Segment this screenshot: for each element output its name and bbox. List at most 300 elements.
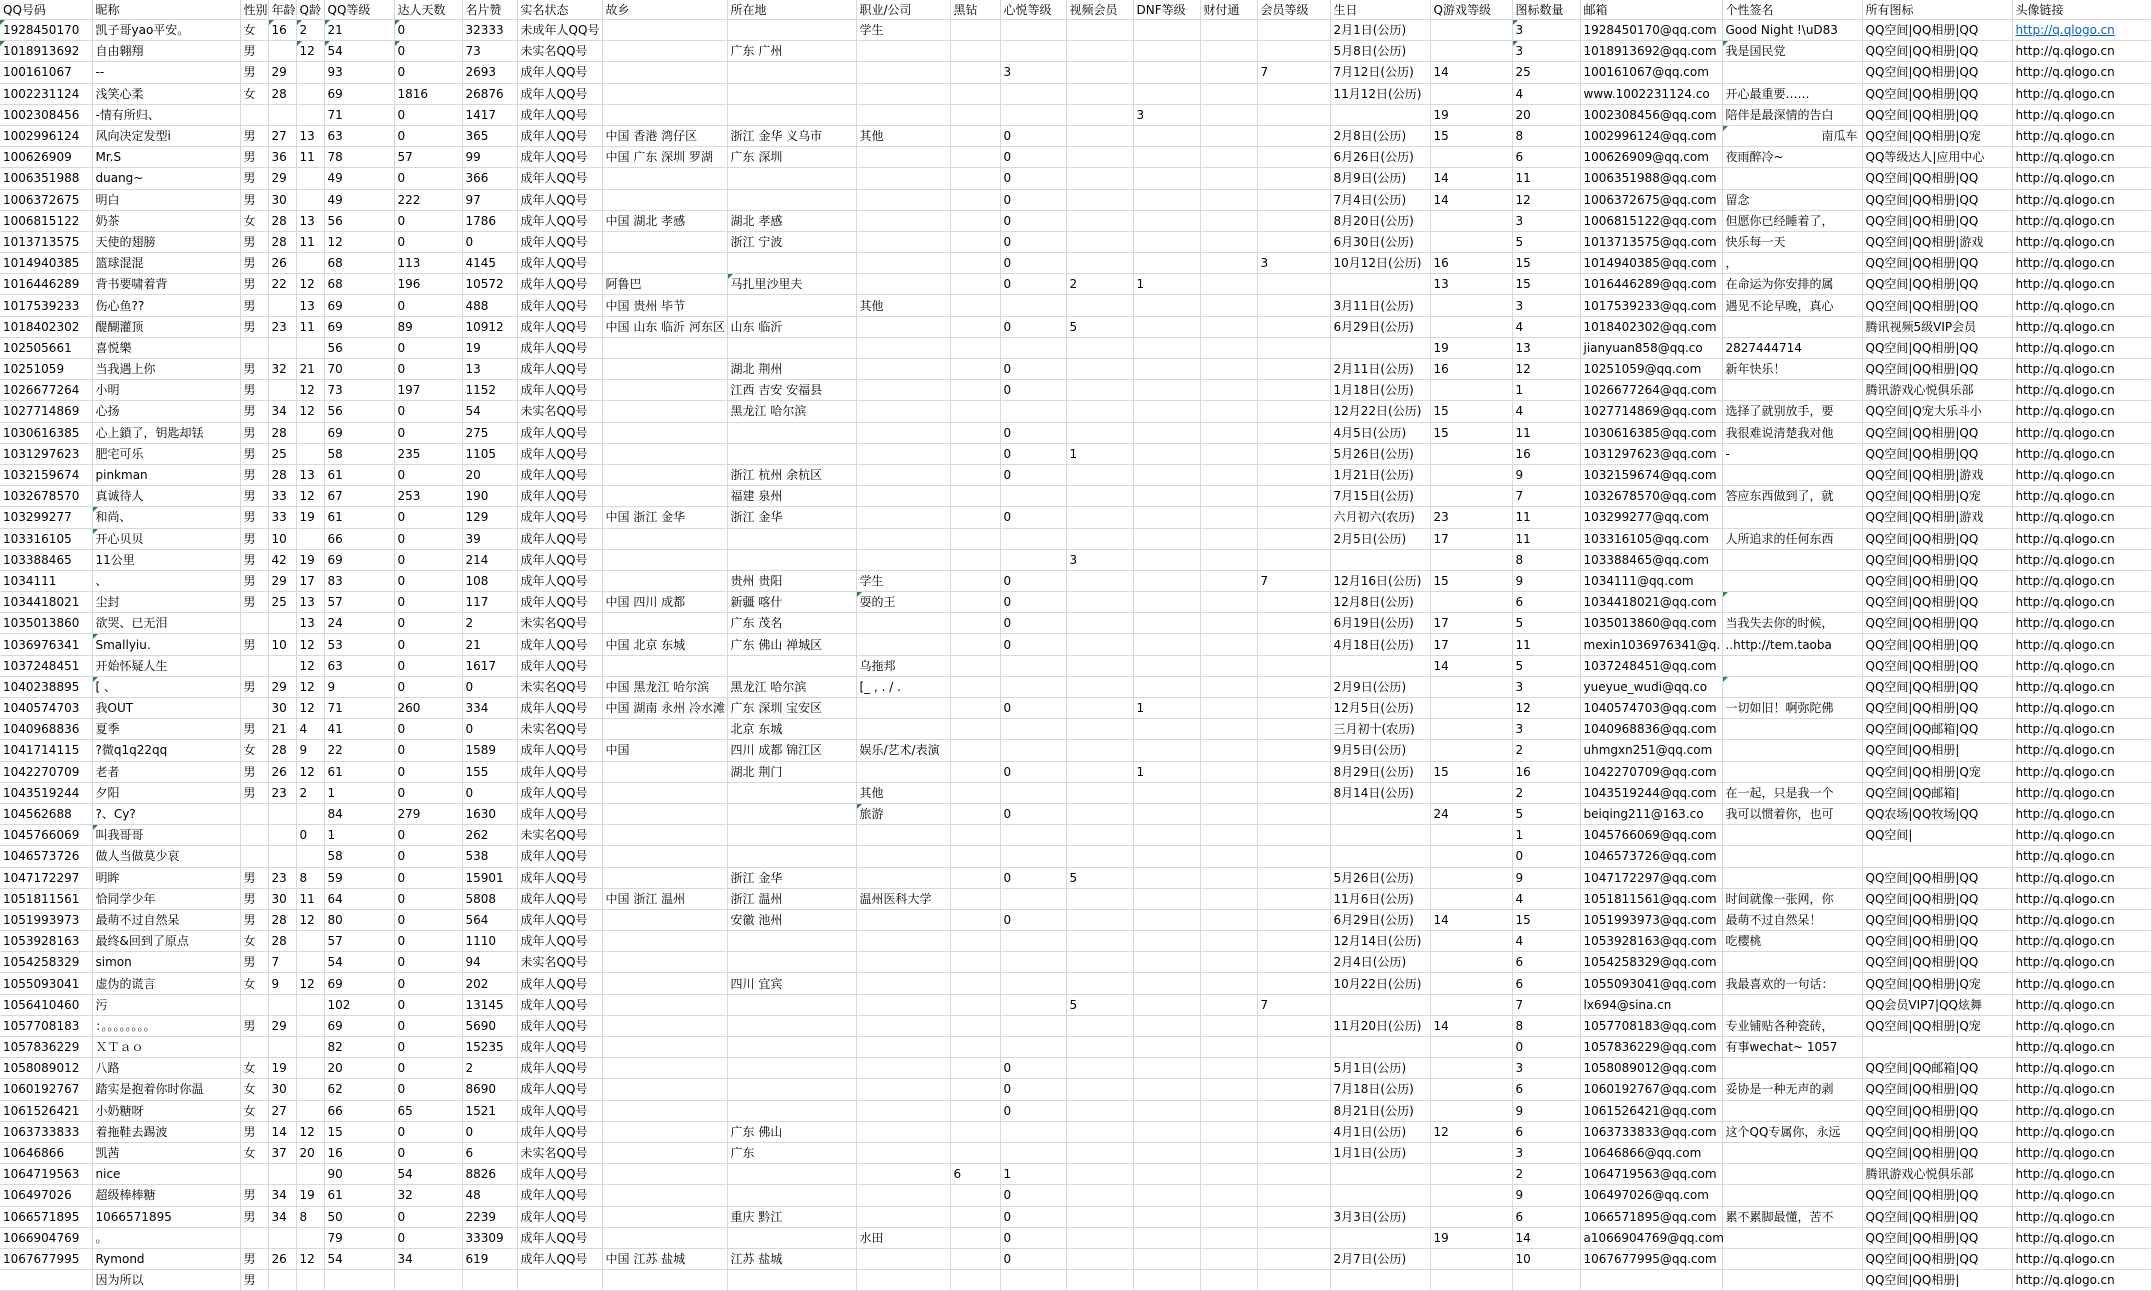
cell-age[interactable]: 25 [268,443,296,464]
cell-mail[interactable]: 1054258329@qq.com [1580,952,1722,973]
cell-birthday[interactable]: 六月初六(农历) [1330,507,1430,528]
cell-realname[interactable]: 成年人QQ号 [517,1058,602,1079]
cell-vip[interactable] [1257,528,1330,549]
cell-realname[interactable]: 成年人QQ号 [517,867,602,888]
cell-qq[interactable]: 1034111 [0,570,92,591]
cell-age[interactable]: 16 [268,20,296,41]
cell-qq[interactable]: 1018913692 [0,41,92,62]
cell-age[interactable] [268,380,296,401]
cell-dnf[interactable] [1133,952,1200,973]
cell-caifutong[interactable] [1200,189,1257,210]
cell-caifutong[interactable] [1200,549,1257,570]
cell-hometown[interactable] [602,952,727,973]
cell-video[interactable] [1066,401,1133,422]
cell-avatar[interactable]: http://q.qlogo.cn [2012,443,2151,464]
cell-qq[interactable]: 1067677995 [0,1248,92,1269]
cell-dnf[interactable] [1133,189,1200,210]
cell-location[interactable]: 重庆 黔江 [727,1206,856,1227]
cell-caifutong[interactable] [1200,1164,1257,1185]
cell-vip[interactable] [1257,1037,1330,1058]
cell-job[interactable]: 学生 [856,570,950,591]
cell-realname[interactable]: 成年人QQ号 [517,528,602,549]
cell-age[interactable]: 14 [268,1121,296,1142]
cell-vip[interactable] [1257,1185,1330,1206]
cell-qq[interactable]: 1928450170 [0,20,92,41]
cell-birthday[interactable]: 1月1日(公历) [1330,1142,1430,1163]
cell-gender[interactable]: 男 [240,168,268,189]
cell-dnf[interactable] [1133,1185,1200,1206]
cell-daren[interactable]: 0 [394,973,462,994]
cell-vip[interactable] [1257,125,1330,146]
cell-location[interactable] [727,994,856,1015]
cell-qage[interactable] [296,1100,324,1121]
cell-qqlevel[interactable]: 68 [324,274,394,295]
cell-hometown[interactable] [602,549,727,570]
cell-qqlevel[interactable]: 61 [324,761,394,782]
cell-qgame[interactable] [1430,676,1512,697]
cell-nick[interactable]: 伤心鱼?? [92,295,240,316]
cell-gender[interactable]: 男 [240,443,268,464]
cell-location[interactable] [727,952,856,973]
cell-signature[interactable] [1722,740,1862,761]
cell-signature[interactable]: 夜雨醉冷~ [1722,147,1862,168]
cell-iconcount[interactable]: 9 [1512,1185,1580,1206]
cell-gender[interactable]: 男 [240,888,268,909]
cell-vip[interactable] [1257,83,1330,104]
cell-video[interactable] [1066,1206,1133,1227]
cell-qq[interactable]: 1031297623 [0,443,92,464]
cell-caifutong[interactable] [1200,231,1257,252]
cell-avatar[interactable]: http://q.qlogo.cn [2012,740,2151,761]
cell-qage[interactable]: 12 [296,973,324,994]
cell-vip[interactable]: 7 [1257,994,1330,1015]
cell-avatar[interactable]: http://q.qlogo.cn [2012,994,2151,1015]
cell-age[interactable]: 26 [268,253,296,274]
cell-age[interactable]: 33 [268,507,296,528]
cell-location[interactable]: 浙江 金华 [727,867,856,888]
cell-qqlevel[interactable]: 80 [324,909,394,930]
cell-video[interactable] [1066,359,1133,380]
cell-gender[interactable]: 男 [240,1206,268,1227]
cell-qq[interactable]: 1055093041 [0,973,92,994]
cell-gender[interactable]: 女 [240,1058,268,1079]
cell-age[interactable]: 28 [268,464,296,485]
cell-signature[interactable]: 新年快乐！ [1722,359,1862,380]
col-header-qq[interactable]: QQ号码 [0,0,92,20]
cell-gender[interactable] [240,846,268,867]
cell-job[interactable] [856,422,950,443]
cell-xinyue[interactable] [1000,1270,1066,1291]
cell-qq[interactable]: 1040968836 [0,719,92,740]
cell-qqlevel[interactable]: 56 [324,337,394,358]
cell-avatar[interactable]: http://q.qlogo.cn [2012,952,2151,973]
cell-gender[interactable] [240,803,268,824]
cell-job[interactable] [856,380,950,401]
cell-hometown[interactable] [602,719,727,740]
cell-age[interactable]: 28 [268,740,296,761]
cell-avatar[interactable]: http://q.qlogo.cn [2012,613,2151,634]
cell-qage[interactable] [296,189,324,210]
cell-mail[interactable]: lx694@sina.cn [1580,994,1722,1015]
cell-nick[interactable]: [ 、 [92,676,240,697]
cell-qage[interactable]: 12 [296,274,324,295]
cell-dnf[interactable] [1133,41,1200,62]
cell-xinyue[interactable]: 0 [1000,231,1066,252]
cell-qqlevel[interactable]: 54 [324,41,394,62]
cell-caifutong[interactable] [1200,719,1257,740]
cell-dnf[interactable] [1133,20,1200,41]
cell-dnf[interactable] [1133,803,1200,824]
cell-avatar[interactable]: http://q.qlogo.cn [2012,401,2151,422]
cell-mail[interactable]: 1002996124@qq.com [1580,125,1722,146]
cell-caifutong[interactable] [1200,359,1257,380]
cell-birthday[interactable]: 12月14日(公历) [1330,931,1430,952]
cell-heizuan[interactable] [950,316,1000,337]
cell-daren[interactable]: 0 [394,528,462,549]
cell-zan[interactable]: 54 [462,401,517,422]
cell-qq[interactable]: 1066571895 [0,1206,92,1227]
cell-job[interactable] [856,1142,950,1163]
cell-qqlevel[interactable]: 84 [324,803,394,824]
cell-dnf[interactable] [1133,1248,1200,1269]
cell-heizuan[interactable] [950,973,1000,994]
cell-heizuan[interactable] [950,1037,1000,1058]
cell-caifutong[interactable] [1200,62,1257,83]
cell-dnf[interactable] [1133,1100,1200,1121]
cell-gender[interactable]: 女 [240,1100,268,1121]
cell-video[interactable] [1066,422,1133,443]
cell-video[interactable] [1066,83,1133,104]
cell-hometown[interactable] [602,1015,727,1036]
cell-realname[interactable]: 成年人QQ号 [517,189,602,210]
cell-video[interactable] [1066,41,1133,62]
cell-qqlevel[interactable]: 66 [324,1100,394,1121]
cell-vip[interactable] [1257,613,1330,634]
cell-qq[interactable]: 1056410460 [0,994,92,1015]
cell-birthday[interactable]: 5月26日(公历) [1330,867,1430,888]
cell-age[interactable]: 7 [268,952,296,973]
cell-heizuan[interactable] [950,1270,1000,1291]
cell-avatar[interactable]: http://q.qlogo.cn [2012,803,2151,824]
cell-qq[interactable]: 1030616385 [0,422,92,443]
cell-vip[interactable] [1257,486,1330,507]
cell-qqlevel[interactable]: 21 [324,20,394,41]
cell-zan[interactable]: 1417 [462,104,517,125]
cell-caifutong[interactable] [1200,1058,1257,1079]
cell-video[interactable] [1066,1058,1133,1079]
cell-job[interactable] [856,253,950,274]
cell-nick[interactable]: ?微q1q22qq [92,740,240,761]
cell-location[interactable]: 湖北 荆门 [727,761,856,782]
cell-hometown[interactable] [602,782,727,803]
cell-realname[interactable]: 成年人QQ号 [517,104,602,125]
cell-hometown[interactable] [602,1164,727,1185]
cell-heizuan[interactable] [950,931,1000,952]
cell-avatar[interactable]: http://q.qlogo.cn [2012,337,2151,358]
cell-birthday[interactable]: 8月29日(公历) [1330,761,1430,782]
cell-mail[interactable]: 1034418021@qq.com [1580,592,1722,613]
cell-video[interactable] [1066,253,1133,274]
cell-xinyue[interactable] [1000,549,1066,570]
cell-zan[interactable]: 33309 [462,1227,517,1248]
cell-qq[interactable]: 1016446289 [0,274,92,295]
cell-daren[interactable]: 0 [394,20,462,41]
cell-qgame[interactable]: 14 [1430,909,1512,930]
cell-signature[interactable] [1722,825,1862,846]
cell-vip[interactable] [1257,719,1330,740]
cell-caifutong[interactable] [1200,20,1257,41]
cell-signature[interactable]: 人所追求的任何东西 [1722,528,1862,549]
cell-avatar[interactable]: http://q.qlogo.cn [2012,1206,2151,1227]
cell-zan[interactable]: 619 [462,1248,517,1269]
cell-job[interactable] [856,316,950,337]
cell-signature[interactable]: 我可以惯着你，也可 [1722,803,1862,824]
cell-gender[interactable]: 男 [240,359,268,380]
cell-qgame[interactable]: 14 [1430,168,1512,189]
cell-daren[interactable]: 0 [394,1227,462,1248]
cell-nick[interactable]: 、 [92,570,240,591]
cell-allicons[interactable]: QQ空间|QQ相册|Q宠 [1862,1015,2012,1036]
cell-age[interactable]: 29 [268,62,296,83]
cell-xinyue[interactable]: 0 [1000,316,1066,337]
cell-xinyue[interactable] [1000,528,1066,549]
cell-signature[interactable]: 最萌不过自然呆！ [1722,909,1862,930]
cell-video[interactable] [1066,1142,1133,1163]
cell-qage[interactable] [296,952,324,973]
cell-qgame[interactable] [1430,83,1512,104]
cell-hometown[interactable] [602,825,727,846]
cell-qq[interactable]: 1006372675 [0,189,92,210]
cell-vip[interactable] [1257,1270,1330,1291]
cell-heizuan[interactable] [950,549,1000,570]
cell-zan[interactable]: 1589 [462,740,517,761]
col-header-daren[interactable]: 达人天数 [394,0,462,20]
cell-job[interactable] [856,931,950,952]
cell-caifutong[interactable] [1200,316,1257,337]
cell-heizuan[interactable] [950,147,1000,168]
cell-nick[interactable]: simon [92,952,240,973]
cell-video[interactable] [1066,295,1133,316]
cell-signature[interactable]: 一切如旧！啊弥陀佛 [1722,698,1862,719]
cell-zan[interactable]: 21 [462,634,517,655]
cell-nick[interactable]: pinkman [92,464,240,485]
cell-allicons[interactable] [1862,1037,2012,1058]
cell-hometown[interactable] [602,803,727,824]
cell-qgame[interactable]: 14 [1430,1015,1512,1036]
cell-qq[interactable]: 1040574703 [0,698,92,719]
cell-qq[interactable]: 1066904769 [0,1227,92,1248]
cell-daren[interactable]: 0 [394,1142,462,1163]
cell-iconcount[interactable]: 12 [1512,698,1580,719]
cell-allicons[interactable]: QQ空间|QQ相册|QQ [1862,867,2012,888]
cell-video[interactable] [1066,719,1133,740]
cell-qqlevel[interactable]: 70 [324,359,394,380]
cell-signature[interactable]: 在一起，只是我一个 [1722,782,1862,803]
cell-age[interactable] [268,1037,296,1058]
cell-qq[interactable]: 1045766069 [0,825,92,846]
cell-allicons[interactable]: QQ空间|QQ相册|QQ [1862,676,2012,697]
cell-hometown[interactable] [602,1058,727,1079]
cell-nick[interactable]: 真诚待人 [92,486,240,507]
cell-mail[interactable]: 1027714869@qq.com [1580,401,1722,422]
cell-location[interactable]: 江西 吉安 安福县 [727,380,856,401]
cell-gender[interactable] [240,825,268,846]
cell-iconcount[interactable]: 16 [1512,761,1580,782]
cell-iconcount[interactable]: 3 [1512,295,1580,316]
cell-vip[interactable] [1257,337,1330,358]
cell-nick[interactable]: 夕阳 [92,782,240,803]
cell-dnf[interactable] [1133,528,1200,549]
cell-xinyue[interactable] [1000,888,1066,909]
cell-realname[interactable]: 成年人QQ号 [517,210,602,231]
cell-zan[interactable]: 214 [462,549,517,570]
cell-zan[interactable]: 488 [462,295,517,316]
cell-realname[interactable]: 成年人QQ号 [517,231,602,252]
cell-gender[interactable]: 男 [240,401,268,422]
cell-heizuan[interactable] [950,104,1000,125]
cell-birthday[interactable]: 6月26日(公历) [1330,147,1430,168]
cell-caifutong[interactable] [1200,168,1257,189]
cell-birthday[interactable] [1330,655,1430,676]
cell-realname[interactable]: 成年人QQ号 [517,1015,602,1036]
cell-qqlevel[interactable]: 73 [324,380,394,401]
cell-zan[interactable]: 39 [462,528,517,549]
cell-mail[interactable]: a1066904769@qq.com [1580,1227,1722,1248]
cell-location[interactable]: 四川 成都 锦江区 [727,740,856,761]
cell-dnf[interactable]: 1 [1133,698,1200,719]
cell-hometown[interactable] [602,1037,727,1058]
cell-age[interactable]: 34 [268,401,296,422]
cell-daren[interactable]: 0 [394,1079,462,1100]
cell-birthday[interactable]: 2月9日(公历) [1330,676,1430,697]
cell-iconcount[interactable]: 16 [1512,443,1580,464]
cell-vip[interactable] [1257,380,1330,401]
cell-hometown[interactable] [602,464,727,485]
cell-iconcount[interactable]: 6 [1512,1121,1580,1142]
cell-gender[interactable]: 女 [240,20,268,41]
cell-caifutong[interactable] [1200,486,1257,507]
cell-age[interactable] [268,337,296,358]
cell-qgame[interactable] [1430,846,1512,867]
col-header-signature[interactable]: 个性签名 [1722,0,1862,20]
cell-qqlevel[interactable]: 61 [324,507,394,528]
cell-avatar[interactable]: http://q.qlogo.cn [2012,909,2151,930]
cell-location[interactable] [727,1100,856,1121]
cell-nick[interactable]: 背书要啸着背 [92,274,240,295]
cell-heizuan[interactable] [950,1185,1000,1206]
cell-nick[interactable]: 小明 [92,380,240,401]
cell-qq[interactable]: 1061526421 [0,1100,92,1121]
cell-zan[interactable]: 26876 [462,83,517,104]
cell-vip[interactable]: 7 [1257,570,1330,591]
cell-qq[interactable] [0,1270,92,1291]
cell-xinyue[interactable] [1000,740,1066,761]
cell-qqlevel[interactable]: 69 [324,1015,394,1036]
cell-nick[interactable]: 开始怀疑人生 [92,655,240,676]
cell-nick[interactable]: nice [92,1164,240,1185]
cell-iconcount[interactable]: 11 [1512,422,1580,443]
cell-gender[interactable]: 男 [240,274,268,295]
cell-qage[interactable]: 13 [296,613,324,634]
cell-iconcount[interactable]: 12 [1512,359,1580,380]
cell-age[interactable]: 28 [268,909,296,930]
cell-daren[interactable]: 0 [394,931,462,952]
cell-xinyue[interactable]: 0 [1000,613,1066,634]
cell-zan[interactable] [462,1270,517,1291]
cell-xinyue[interactable]: 0 [1000,1206,1066,1227]
cell-hometown[interactable] [602,62,727,83]
cell-nick[interactable]: 醍醐灌顶 [92,316,240,337]
cell-signature[interactable] [1722,1248,1862,1269]
col-header-gender[interactable]: 性别 [240,0,268,20]
cell-mail[interactable]: 1013713575@qq.com [1580,231,1722,252]
cell-allicons[interactable]: QQ空间|QQ相册|QQ [1862,62,2012,83]
cell-zan[interactable]: 366 [462,168,517,189]
cell-realname[interactable]: 成年人QQ号 [517,803,602,824]
cell-caifutong[interactable] [1200,676,1257,697]
cell-iconcount[interactable]: 5 [1512,613,1580,634]
cell-qage[interactable] [296,1227,324,1248]
cell-caifutong[interactable] [1200,952,1257,973]
col-header-age[interactable]: 年龄 [268,0,296,20]
cell-nick[interactable]: 凯茜 [92,1142,240,1163]
cell-hometown[interactable]: 中国 广东 深圳 罗湖 [602,147,727,168]
cell-zan[interactable]: 0 [462,676,517,697]
cell-qgame[interactable] [1430,295,1512,316]
cell-daren[interactable]: 197 [394,380,462,401]
cell-location[interactable] [727,1227,856,1248]
cell-allicons[interactable]: QQ空间|QQ相册|QQ [1862,359,2012,380]
cell-video[interactable] [1066,1079,1133,1100]
cell-birthday[interactable]: 7月12日(公历) [1330,62,1430,83]
cell-hometown[interactable]: 中国 [602,740,727,761]
cell-caifutong[interactable] [1200,909,1257,930]
cell-realname[interactable]: 成年人QQ号 [517,634,602,655]
cell-xinyue[interactable] [1000,295,1066,316]
cell-daren[interactable]: 0 [394,1037,462,1058]
cell-qqlevel[interactable]: 57 [324,931,394,952]
cell-location[interactable] [727,1079,856,1100]
cell-hometown[interactable] [602,486,727,507]
cell-heizuan[interactable] [950,62,1000,83]
cell-nick[interactable]: 我OUT [92,698,240,719]
cell-avatar[interactable]: http://q.qlogo.cn [2012,253,2151,274]
cell-video[interactable] [1066,613,1133,634]
cell-avatar[interactable]: http://q.qlogo.cn [2012,104,2151,125]
cell-signature[interactable] [1722,952,1862,973]
cell-video[interactable] [1066,189,1133,210]
cell-location[interactable] [727,443,856,464]
cell-allicons[interactable]: QQ空间|QQ相册|QQ [1862,549,2012,570]
cell-qqlevel[interactable] [324,1270,394,1291]
cell-qqlevel[interactable]: 69 [324,295,394,316]
cell-mail[interactable]: 10646866@qq.com [1580,1142,1722,1163]
cell-realname[interactable]: 成年人QQ号 [517,1185,602,1206]
cell-zan[interactable]: 1105 [462,443,517,464]
cell-hometown[interactable]: 中国 北京 东城 [602,634,727,655]
cell-xinyue[interactable] [1000,782,1066,803]
cell-age[interactable]: 26 [268,1248,296,1269]
cell-signature[interactable]: 开心最重要…… [1722,83,1862,104]
cell-qqlevel[interactable]: 20 [324,1058,394,1079]
cell-nick[interactable]: 篮球混混 [92,253,240,274]
cell-mail[interactable]: 1047172297@qq.com [1580,867,1722,888]
cell-video[interactable]: 2 [1066,274,1133,295]
cell-caifutong[interactable] [1200,1015,1257,1036]
cell-zan[interactable]: 99 [462,147,517,168]
cell-realname[interactable]: 成年人QQ号 [517,62,602,83]
cell-qage[interactable]: 2 [296,20,324,41]
